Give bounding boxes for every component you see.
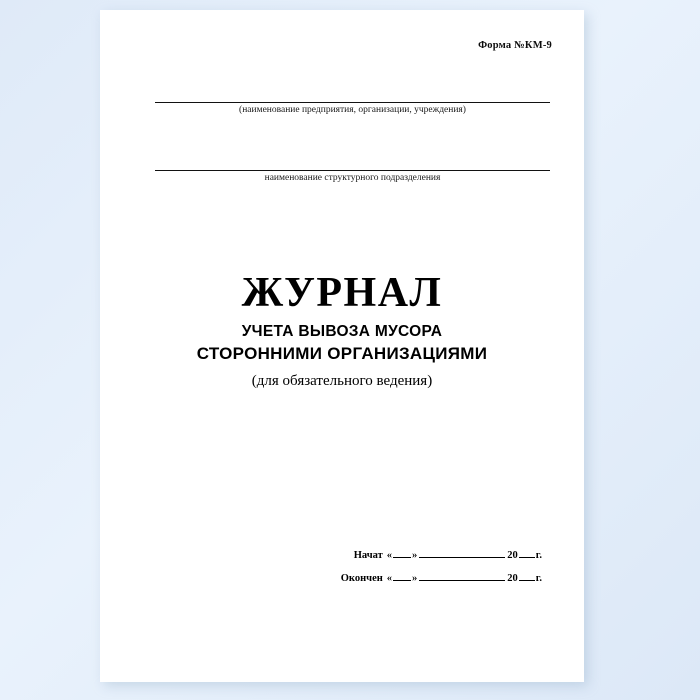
title-note: (для обязательного ведения)	[251, 373, 433, 389]
finished-quote-open: «	[386, 573, 393, 584]
finished-year-suffix: г.	[535, 573, 542, 584]
title-block	[100, 272, 584, 390]
form-code: Форма №КМ-9	[478, 40, 552, 51]
started-quote-close: »	[412, 550, 418, 561]
org-name-rule	[155, 102, 550, 103]
started-year-prefix: 20	[507, 550, 518, 561]
started-year-suffix: г.	[535, 550, 542, 561]
title-subline-1: УЧЕТА ВЫВОЗА МУСОРА	[241, 323, 443, 340]
started-day-blank	[393, 557, 411, 558]
started-year-blank	[519, 557, 535, 558]
started-quote-open: «	[386, 550, 393, 561]
finished-quote-close: »	[412, 573, 418, 584]
started-label: Начат	[353, 550, 383, 561]
date-fields	[100, 550, 584, 596]
finished-month-blank	[419, 580, 505, 581]
finished-label: Окончен	[340, 573, 383, 584]
title-subline-2: СТОРОННИМИ ОРГАНИЗАЦИЯМИ	[196, 344, 488, 363]
department-rule	[155, 170, 550, 171]
org-name-caption: (наименование предприятия, организации, учреждения)	[239, 105, 466, 115]
finished-year-blank	[519, 580, 535, 581]
finished-row	[100, 573, 584, 584]
finished-day-blank	[393, 580, 411, 581]
document-page	[100, 10, 584, 682]
page-title: ЖУРНАЛ	[241, 270, 443, 316]
department-caption: наименование структурного подразделения	[264, 173, 441, 183]
started-month-blank	[419, 557, 505, 558]
finished-year-prefix: 20	[507, 573, 518, 584]
started-row	[100, 550, 584, 561]
